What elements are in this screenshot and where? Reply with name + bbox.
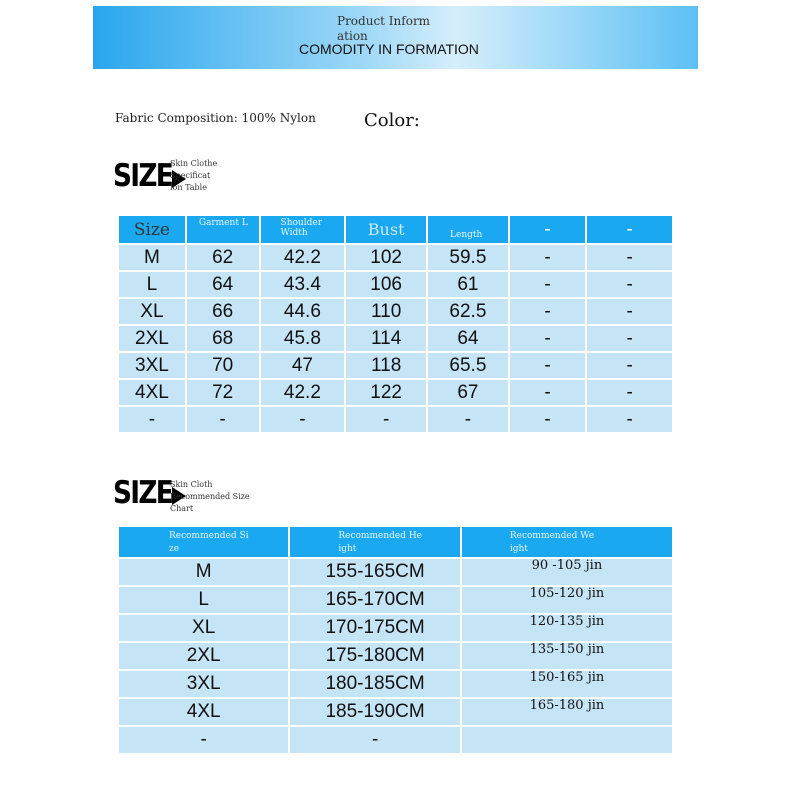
fabric-composition: Fabric Composition: 100% Nylon bbox=[115, 111, 316, 125]
header-cell: Bust bbox=[345, 215, 427, 244]
table-row bbox=[118, 352, 673, 379]
section-note-line1: Skin Cloth bbox=[170, 480, 213, 489]
table-cell: 3XL bbox=[118, 352, 186, 379]
weight-value: 105-120 jin bbox=[529, 586, 605, 601]
header-cell: Length bbox=[427, 215, 509, 244]
section-note-line2: Recommended Size bbox=[170, 492, 250, 501]
table-cell: 43.4 bbox=[260, 271, 346, 298]
section-note-line3: Chart bbox=[170, 504, 194, 513]
table-cell: 72 bbox=[186, 379, 260, 406]
section-note-line1: Skin Clothe bbox=[170, 159, 218, 168]
table-cell: 118 bbox=[345, 352, 427, 379]
table-cell: 70 bbox=[186, 352, 260, 379]
table-cell: - bbox=[118, 406, 186, 433]
table-cell: 110 bbox=[345, 298, 427, 325]
table-cell: 4XL bbox=[118, 379, 186, 406]
color-label: Color: bbox=[364, 110, 420, 131]
table-cell: 64 bbox=[186, 271, 260, 298]
recommended-size-table bbox=[117, 525, 674, 755]
table-cell bbox=[461, 670, 673, 698]
table-cell: 170-175CM bbox=[289, 614, 460, 642]
table-cell: 67 bbox=[427, 379, 509, 406]
table-row bbox=[118, 379, 673, 406]
table-row bbox=[118, 244, 673, 271]
table-row bbox=[118, 325, 673, 352]
size-logo: SIZE bbox=[113, 475, 173, 511]
table-row bbox=[118, 614, 673, 642]
table-cell: 66 bbox=[186, 298, 260, 325]
table-header-row bbox=[118, 526, 673, 558]
header-cell: - bbox=[509, 215, 587, 244]
header-cell: Recommended Si ze bbox=[118, 526, 289, 558]
table-row bbox=[118, 586, 673, 614]
banner-subtitle: COMODITY IN FORMATION bbox=[299, 41, 479, 57]
section-note-line2: Specificat bbox=[170, 171, 211, 180]
table-cell: - bbox=[586, 352, 673, 379]
table-cell: - bbox=[186, 406, 260, 433]
section-note bbox=[170, 158, 217, 194]
table-cell: - bbox=[586, 298, 673, 325]
table-cell bbox=[461, 614, 673, 642]
table-row bbox=[118, 642, 673, 670]
table-cell: - bbox=[118, 726, 289, 754]
table-cell: 61 bbox=[427, 271, 509, 298]
table-cell: - bbox=[586, 379, 673, 406]
table-row bbox=[118, 298, 673, 325]
table-cell: M bbox=[118, 244, 186, 271]
table-row bbox=[118, 726, 673, 754]
table-cell: 2XL bbox=[118, 325, 186, 352]
table-cell: 155-165CM bbox=[289, 558, 460, 586]
table-cell: L bbox=[118, 586, 289, 614]
table-row bbox=[118, 670, 673, 698]
banner-title-line1: Product Inform bbox=[337, 14, 431, 28]
table-cell: - bbox=[586, 325, 673, 352]
table-cell: L bbox=[118, 271, 186, 298]
header-cell: Shoulder Width bbox=[260, 215, 346, 244]
table-cell: - bbox=[289, 726, 460, 754]
table-header-row bbox=[118, 215, 673, 244]
header-cell: Recommended He ight bbox=[289, 526, 460, 558]
table-cell: - bbox=[509, 298, 587, 325]
table-cell: 62.5 bbox=[427, 298, 509, 325]
table-cell: 4XL bbox=[118, 698, 289, 726]
table-cell: 59.5 bbox=[427, 244, 509, 271]
header-cell: Garment L bbox=[186, 215, 260, 244]
header-cell: Recommended We ight bbox=[461, 526, 673, 558]
table-cell: 114 bbox=[345, 325, 427, 352]
table-cell: - bbox=[345, 406, 427, 433]
table-cell: - bbox=[586, 271, 673, 298]
table-cell: 2XL bbox=[118, 642, 289, 670]
table-cell bbox=[461, 558, 673, 586]
section-note-line3: ion Table bbox=[170, 183, 207, 192]
table-cell: XL bbox=[118, 614, 289, 642]
table-cell: 42.2 bbox=[260, 379, 346, 406]
header-cell: Size bbox=[118, 215, 186, 244]
table-cell: - bbox=[509, 325, 587, 352]
table-cell: - bbox=[586, 244, 673, 271]
table-cell: 64 bbox=[427, 325, 509, 352]
table-cell: - bbox=[509, 271, 587, 298]
header-cell: - bbox=[586, 215, 673, 244]
table-cell bbox=[461, 642, 673, 670]
table-cell: 106 bbox=[345, 271, 427, 298]
table-cell: - bbox=[509, 244, 587, 271]
table-cell: 102 bbox=[345, 244, 427, 271]
table-cell: M bbox=[118, 558, 289, 586]
table-row bbox=[118, 558, 673, 586]
table-cell: 122 bbox=[345, 379, 427, 406]
table-row bbox=[118, 271, 673, 298]
table-cell: 175-180CM bbox=[289, 642, 460, 670]
table-cell: 42.2 bbox=[260, 244, 346, 271]
size-spec-table bbox=[117, 214, 674, 434]
table-cell bbox=[461, 586, 673, 614]
table-cell: XL bbox=[118, 298, 186, 325]
table-row bbox=[118, 406, 673, 433]
section-note bbox=[170, 479, 250, 515]
table-cell: 47 bbox=[260, 352, 346, 379]
size-logo: SIZE bbox=[113, 158, 173, 194]
table-cell: - bbox=[509, 352, 587, 379]
weight-value: 90 -105 jin bbox=[531, 558, 603, 573]
table-cell bbox=[461, 698, 673, 726]
table-cell: 45.8 bbox=[260, 325, 346, 352]
table-cell: - bbox=[509, 379, 587, 406]
table-cell: 3XL bbox=[118, 670, 289, 698]
table-cell: 165-170CM bbox=[289, 586, 460, 614]
table-cell: - bbox=[260, 406, 346, 433]
weight-value: 150-165 jin bbox=[529, 670, 605, 685]
banner-title-line2: ation bbox=[337, 29, 368, 43]
table-cell bbox=[461, 726, 673, 754]
table-cell: - bbox=[586, 406, 673, 433]
table-cell: 44.6 bbox=[260, 298, 346, 325]
table-cell: 62 bbox=[186, 244, 260, 271]
table-row bbox=[118, 698, 673, 726]
weight-value: 135-150 jin bbox=[529, 642, 605, 657]
table-cell: 180-185CM bbox=[289, 670, 460, 698]
table-cell: 65.5 bbox=[427, 352, 509, 379]
product-info-banner bbox=[93, 6, 698, 69]
table-cell: - bbox=[509, 406, 587, 433]
table-cell: 68 bbox=[186, 325, 260, 352]
weight-value: 165-180 jin bbox=[529, 698, 605, 713]
table-cell: 185-190CM bbox=[289, 698, 460, 726]
table-cell: - bbox=[427, 406, 509, 433]
weight-value: 120-135 jin bbox=[529, 614, 605, 629]
